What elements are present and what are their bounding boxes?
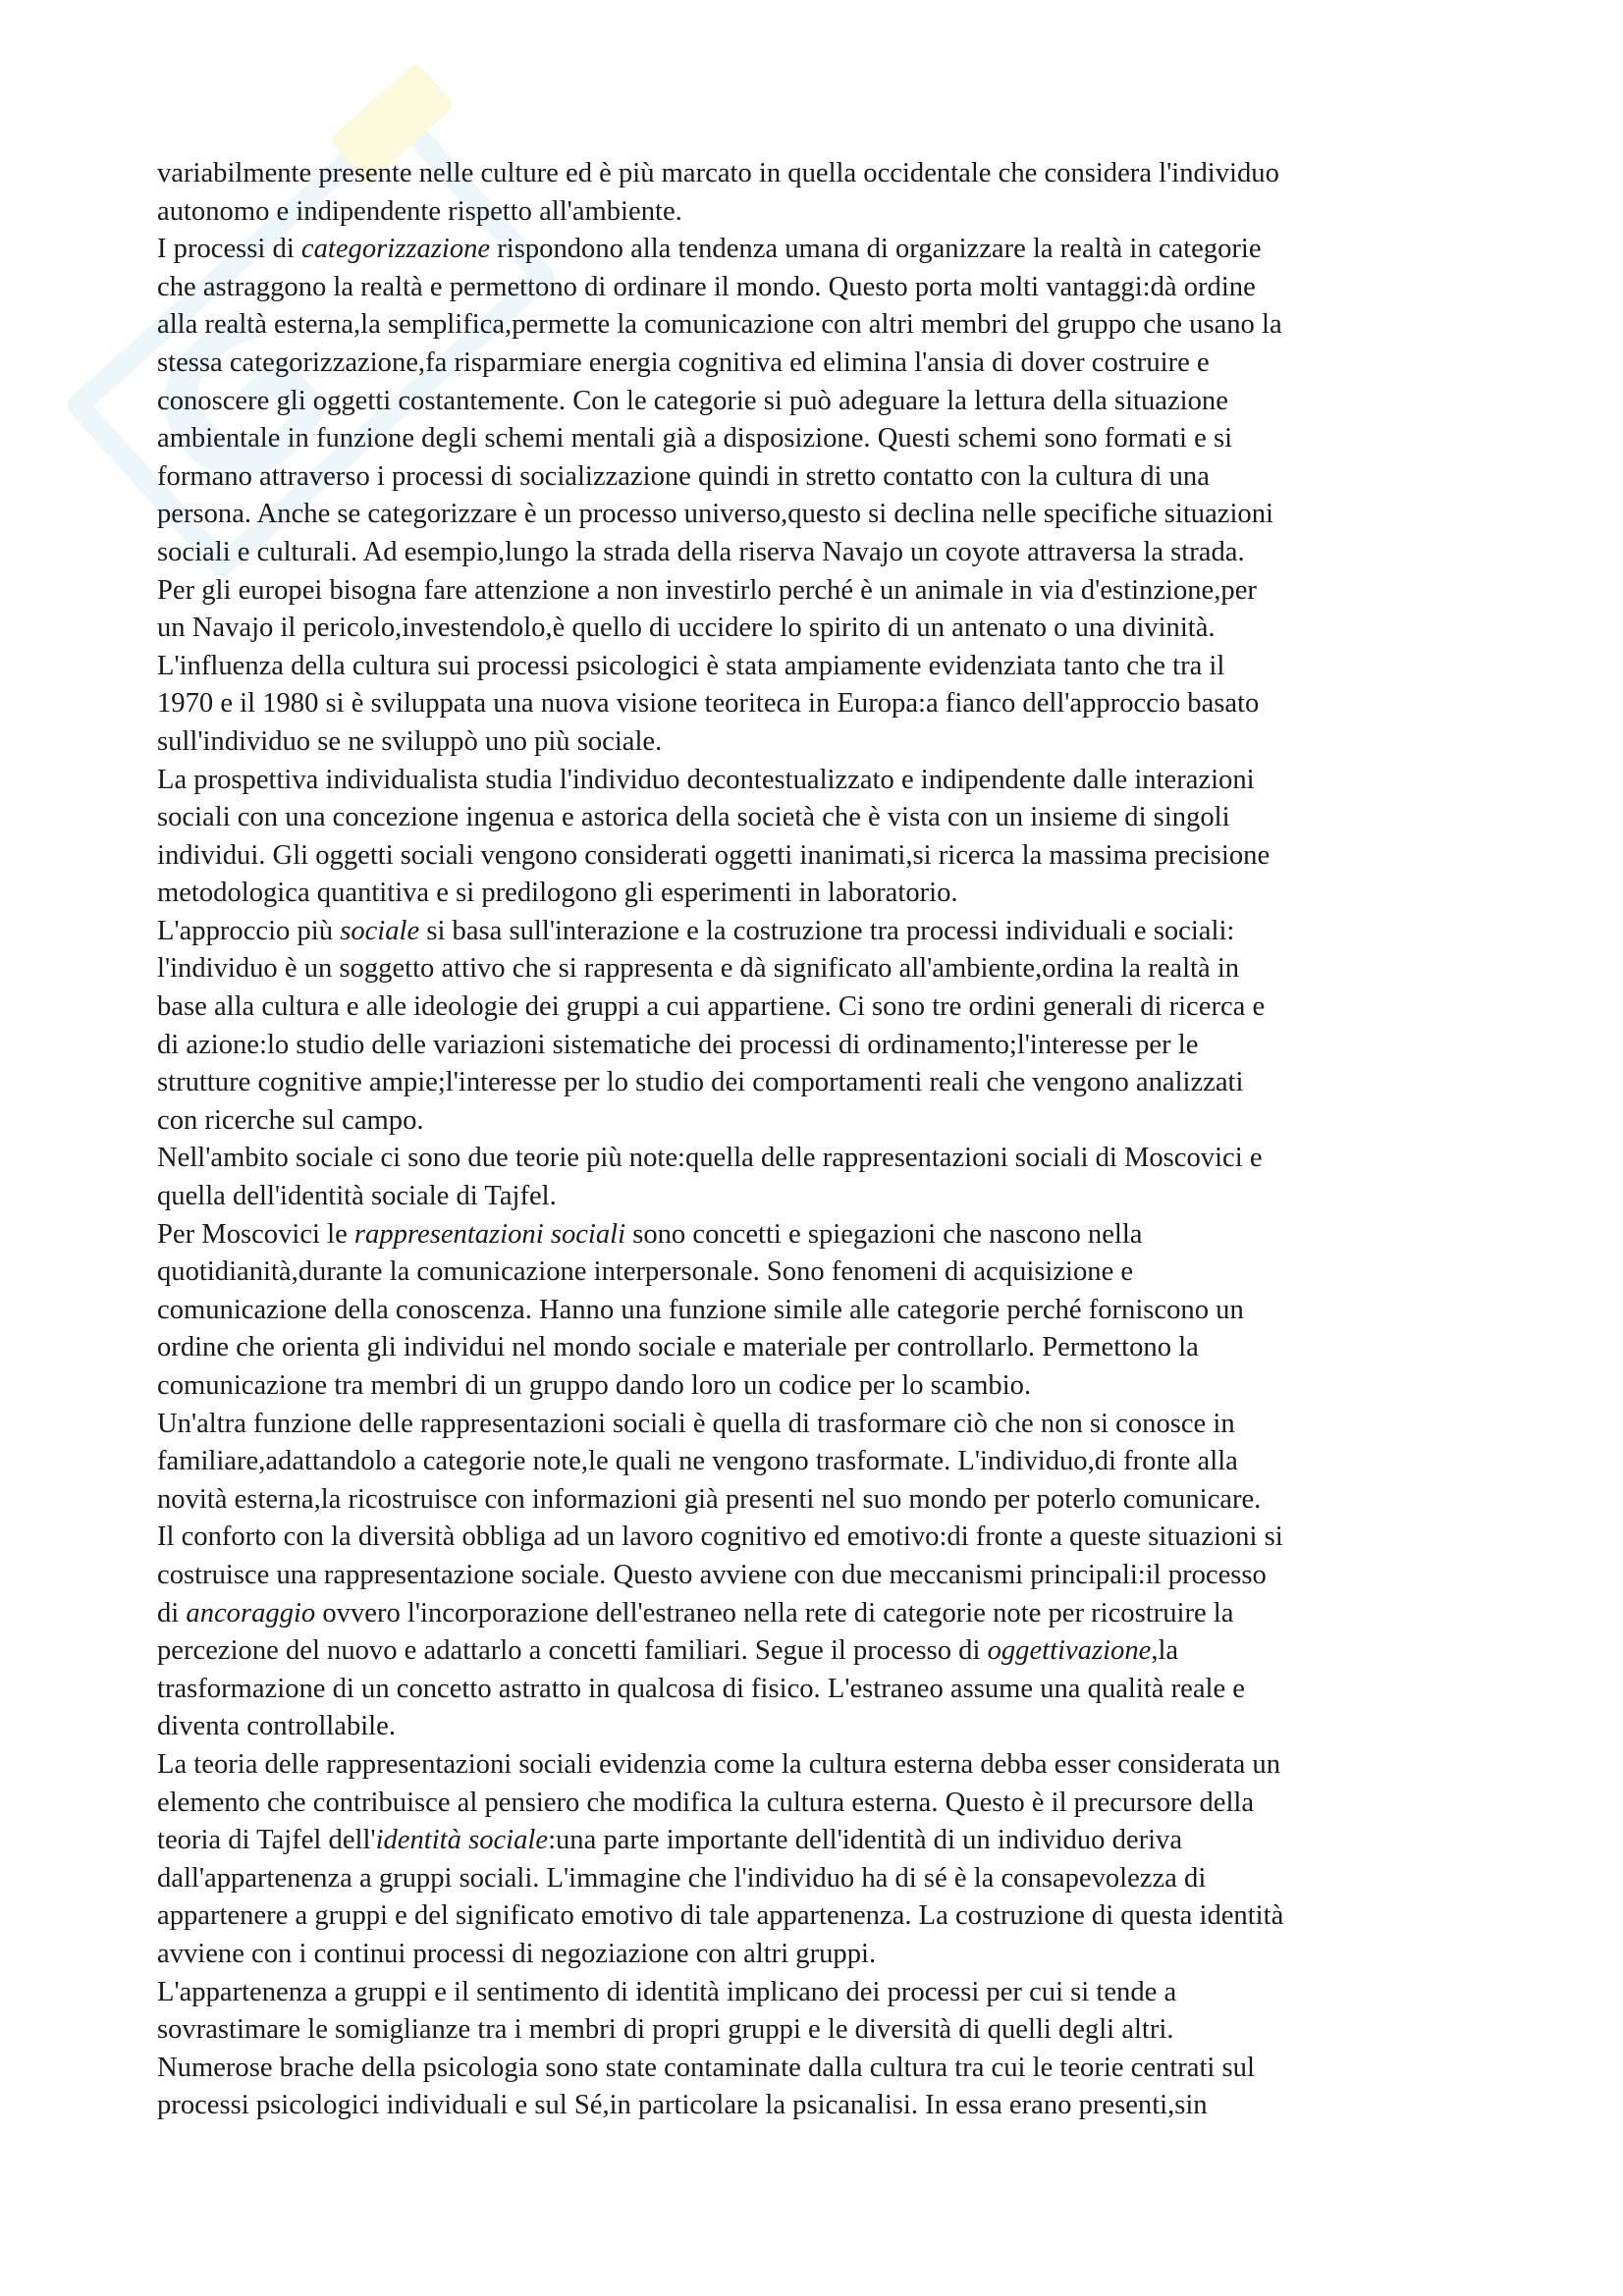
text-segment: teoria di Tajfel dell': [157, 1825, 376, 1856]
text-line: con ricerche sul campo.: [157, 1104, 424, 1136]
text-segment: si basa sull'interazione e la costruzione tra processi individuali e sociali:: [419, 915, 1235, 946]
text-line: formano attraverso i processi di socializzazione quindi in stretto contatto con la cultura di una: [157, 460, 1210, 492]
emphasized-term: oggettivazione: [987, 1635, 1152, 1667]
text-line: ordine che orienta gli individui nel mondo sociale e materiale per controllarlo. Permettono la: [157, 1332, 1199, 1363]
text-line: persona. Anche se categorizzare è un processo universo,questo si declina nelle specifiche situazioni: [157, 499, 1273, 530]
text-line: sociali con una concezione ingenua e astorica della società che è vista con un insieme di singoli: [157, 802, 1230, 833]
text-line: quella dell'identità sociale di Tajfel.: [157, 1181, 557, 1212]
text-segment: Per Moscovici le: [157, 1218, 354, 1250]
document-body: [157, 155, 1483, 2125]
text-line: metodologica quantitiva e si predilogono gli esperimenti in laboratorio.: [157, 878, 958, 909]
text-segment: I processi di: [157, 234, 301, 265]
text-line: [157, 1822, 1483, 1860]
text-line: [157, 231, 1483, 269]
text-line: Il conforto con la diversità obbliga ad un lavoro cognitivo ed emotivo:di fronte a queste situazioni si: [157, 1522, 1283, 1553]
text-line: un Navajo il pericolo,investendolo,è quello di uccidere lo spirito di un antenato o una divinità.: [157, 613, 1216, 644]
text-segment: percezione del nuovo e adattarlo a concetti familiari. Segue il processo di: [157, 1635, 988, 1667]
text-line: stessa categorizzazione,fa risparmiare energia cognitiva ed elimina l'ansia di dover costruire e: [157, 347, 1210, 378]
text-line: L'appartenenza a gruppi e il sentimento di identità implicano dei processi per cui si tende a: [157, 1976, 1177, 2007]
text-line: Un'altra funzione delle rappresentazioni sociali è quella di trasformare ciò che non si conosce in: [157, 1408, 1235, 1439]
text-line: appartenere a gruppi e del significato emotivo di tale appartenenza. La costruzione di questa identità: [157, 1900, 1284, 1932]
text-line: ambientale in funzione degli schemi mentali già a disposizione. Questi schemi sono formati e si: [157, 423, 1233, 454]
text-line: processi psicologici individuali e sul Sé,in particolare la psicanalisi. In essa erano presenti,sin: [157, 2090, 1208, 2121]
text-line: di azione:lo studio delle variazioni sistematiche dei processi di ordinamento;l'interesse per le: [157, 1029, 1199, 1060]
text-segment: :una parte importante dell'identità di un individuo deriva: [548, 1825, 1183, 1856]
text-line: sovrastimare le somiglianze tra i membri di propri gruppi e le diversità di quelli degli altri.: [157, 2014, 1174, 2046]
text-line: costruisce una rappresentazione sociale. Questo avviene con due meccanismi principali:il processo: [157, 1559, 1267, 1590]
text-line: variabilmente presente nelle culture ed è più marcato in quella occidentale che considera l'individuo: [157, 158, 1279, 188]
watermark-letter-g: G: [103, 267, 377, 546]
text-line: Per gli europei bisogna fare attenzione a non investirlo perché è un animale in via d'estinzione,per: [157, 574, 1257, 606]
text-segment: ,la: [1151, 1635, 1179, 1667]
text-line: base alla cultura e alle ideologie dei gruppi a cui appartiene. Ci sono tre ordini generali di ricerca e: [157, 991, 1266, 1023]
text-line: l'individuo è un soggetto attivo che si rappresenta e dà significato all'ambiente,ordina la realtà in: [157, 953, 1240, 985]
text-line: [157, 1632, 1483, 1671]
emphasized-term: sociale: [340, 915, 420, 946]
text-line: elemento che contribuisce al pensiero che modifica la cultura esterna. Questo è il precursore della: [157, 1787, 1255, 1818]
text-line: comunicazione della conoscenza. Hanno una funzione simile alle categorie perché forniscono un: [157, 1294, 1244, 1325]
text-line: Numerose brache della psicologia sono state contaminate dalla cultura tra cui le teorie centrati sul: [157, 2052, 1255, 2083]
text-line: quotidianità,durante la comunicazione interpersonale. Sono fenomeni di acquisizione e: [157, 1256, 1134, 1288]
text-segment: rispondono alla tendenza umana di organizzare la realtà in categorie: [490, 234, 1262, 265]
text-line: individui. Gli oggetti sociali vengono considerati oggetti inanimati,si ricerca la massima precisione: [157, 839, 1271, 871]
text-line: L'influenza della cultura sui processi psicologici è stata ampiamente evidenziata tanto che tra il: [157, 650, 1225, 681]
emphasized-term: ancoraggio: [186, 1597, 316, 1629]
text-line: [157, 1216, 1483, 1255]
text-segment: ovvero l'incorporazione dell'estraneo nella rete di categorie note per ricostruire la: [315, 1597, 1234, 1629]
text-line: La prospettiva individualista studia l'individuo decontestualizzato e indipendente dalle interazioni: [157, 764, 1255, 795]
text-line: sull'individuo se ne sviluppò uno più sociale.: [157, 725, 663, 757]
text-line: strutture cognitive ampie;l'interesse per lo studio dei comportamenti reali che vengono analizzati: [157, 1067, 1244, 1098]
text-line: [157, 913, 1483, 951]
text-line: dall'appartenenza a gruppi sociali. L'immagine che l'individuo ha di sé è la consapevolezza di: [157, 1862, 1207, 1894]
text-segment: L'approccio più: [157, 915, 341, 946]
text-line: novità esterna,la ricostruisce con informazioni già presenti nel suo mondo per poterlo comunicare.: [157, 1483, 1262, 1515]
text-line: comunicazione tra membri di un gruppo dando loro un codice per lo scambio.: [157, 1370, 1032, 1401]
text-line: Nell'ambito sociale ci sono due teorie più note:quella delle rappresentazioni sociali di Moscovici e: [157, 1143, 1263, 1174]
text-line: [157, 1595, 1483, 1633]
text-line: familiare,adattandolo a categorie note,le quali ne vengono trasformate. L'individuo,di fronte alla: [157, 1446, 1238, 1477]
text-segment: di: [157, 1597, 187, 1629]
text-segment: sono concetti e spiegazioni che nascono nella: [625, 1218, 1143, 1250]
text-line: autonomo e indipendente rispetto all'ambiente.: [157, 195, 682, 227]
text-line: sociali e culturali. Ad esempio,lungo la strada della riserva Navajo un coyote attraversa la strada.: [157, 536, 1245, 567]
text-line: 1970 e il 1980 si è sviluppata una nuova visione teoriteca in Europa:a fianco dell'approccio basato: [157, 688, 1260, 720]
emphasized-term: rappresentazioni sociali: [353, 1218, 626, 1250]
text-line: conoscere gli oggetti costantemente. Con le categorie si può adeguare la lettura della situazione: [157, 385, 1228, 416]
text-line: trasformazione di un concetto astratto in qualcosa di fisico. L'estraneo assume una qualità reale e: [157, 1673, 1245, 1704]
emphasized-term: categorizzazione: [300, 234, 491, 265]
text-line: La teoria delle rappresentazioni sociali evidenzia come la cultura esterna debba esser considerata un: [157, 1748, 1281, 1780]
text-line: diventa controllabile.: [157, 1711, 396, 1742]
text-line: alla realtà esterna,la semplifica,permette la comunicazione con altri membri del gruppo che usano la: [157, 309, 1282, 341]
text-line: che astraggono la realtà e permettono di ordinare il mondo. Questo porta molti vantaggi:dà ordine: [157, 271, 1256, 302]
text-line: avviene con i continui processi di negoziazione con altri gruppi.: [157, 1938, 877, 1969]
emphasized-term: identità sociale: [375, 1825, 549, 1856]
